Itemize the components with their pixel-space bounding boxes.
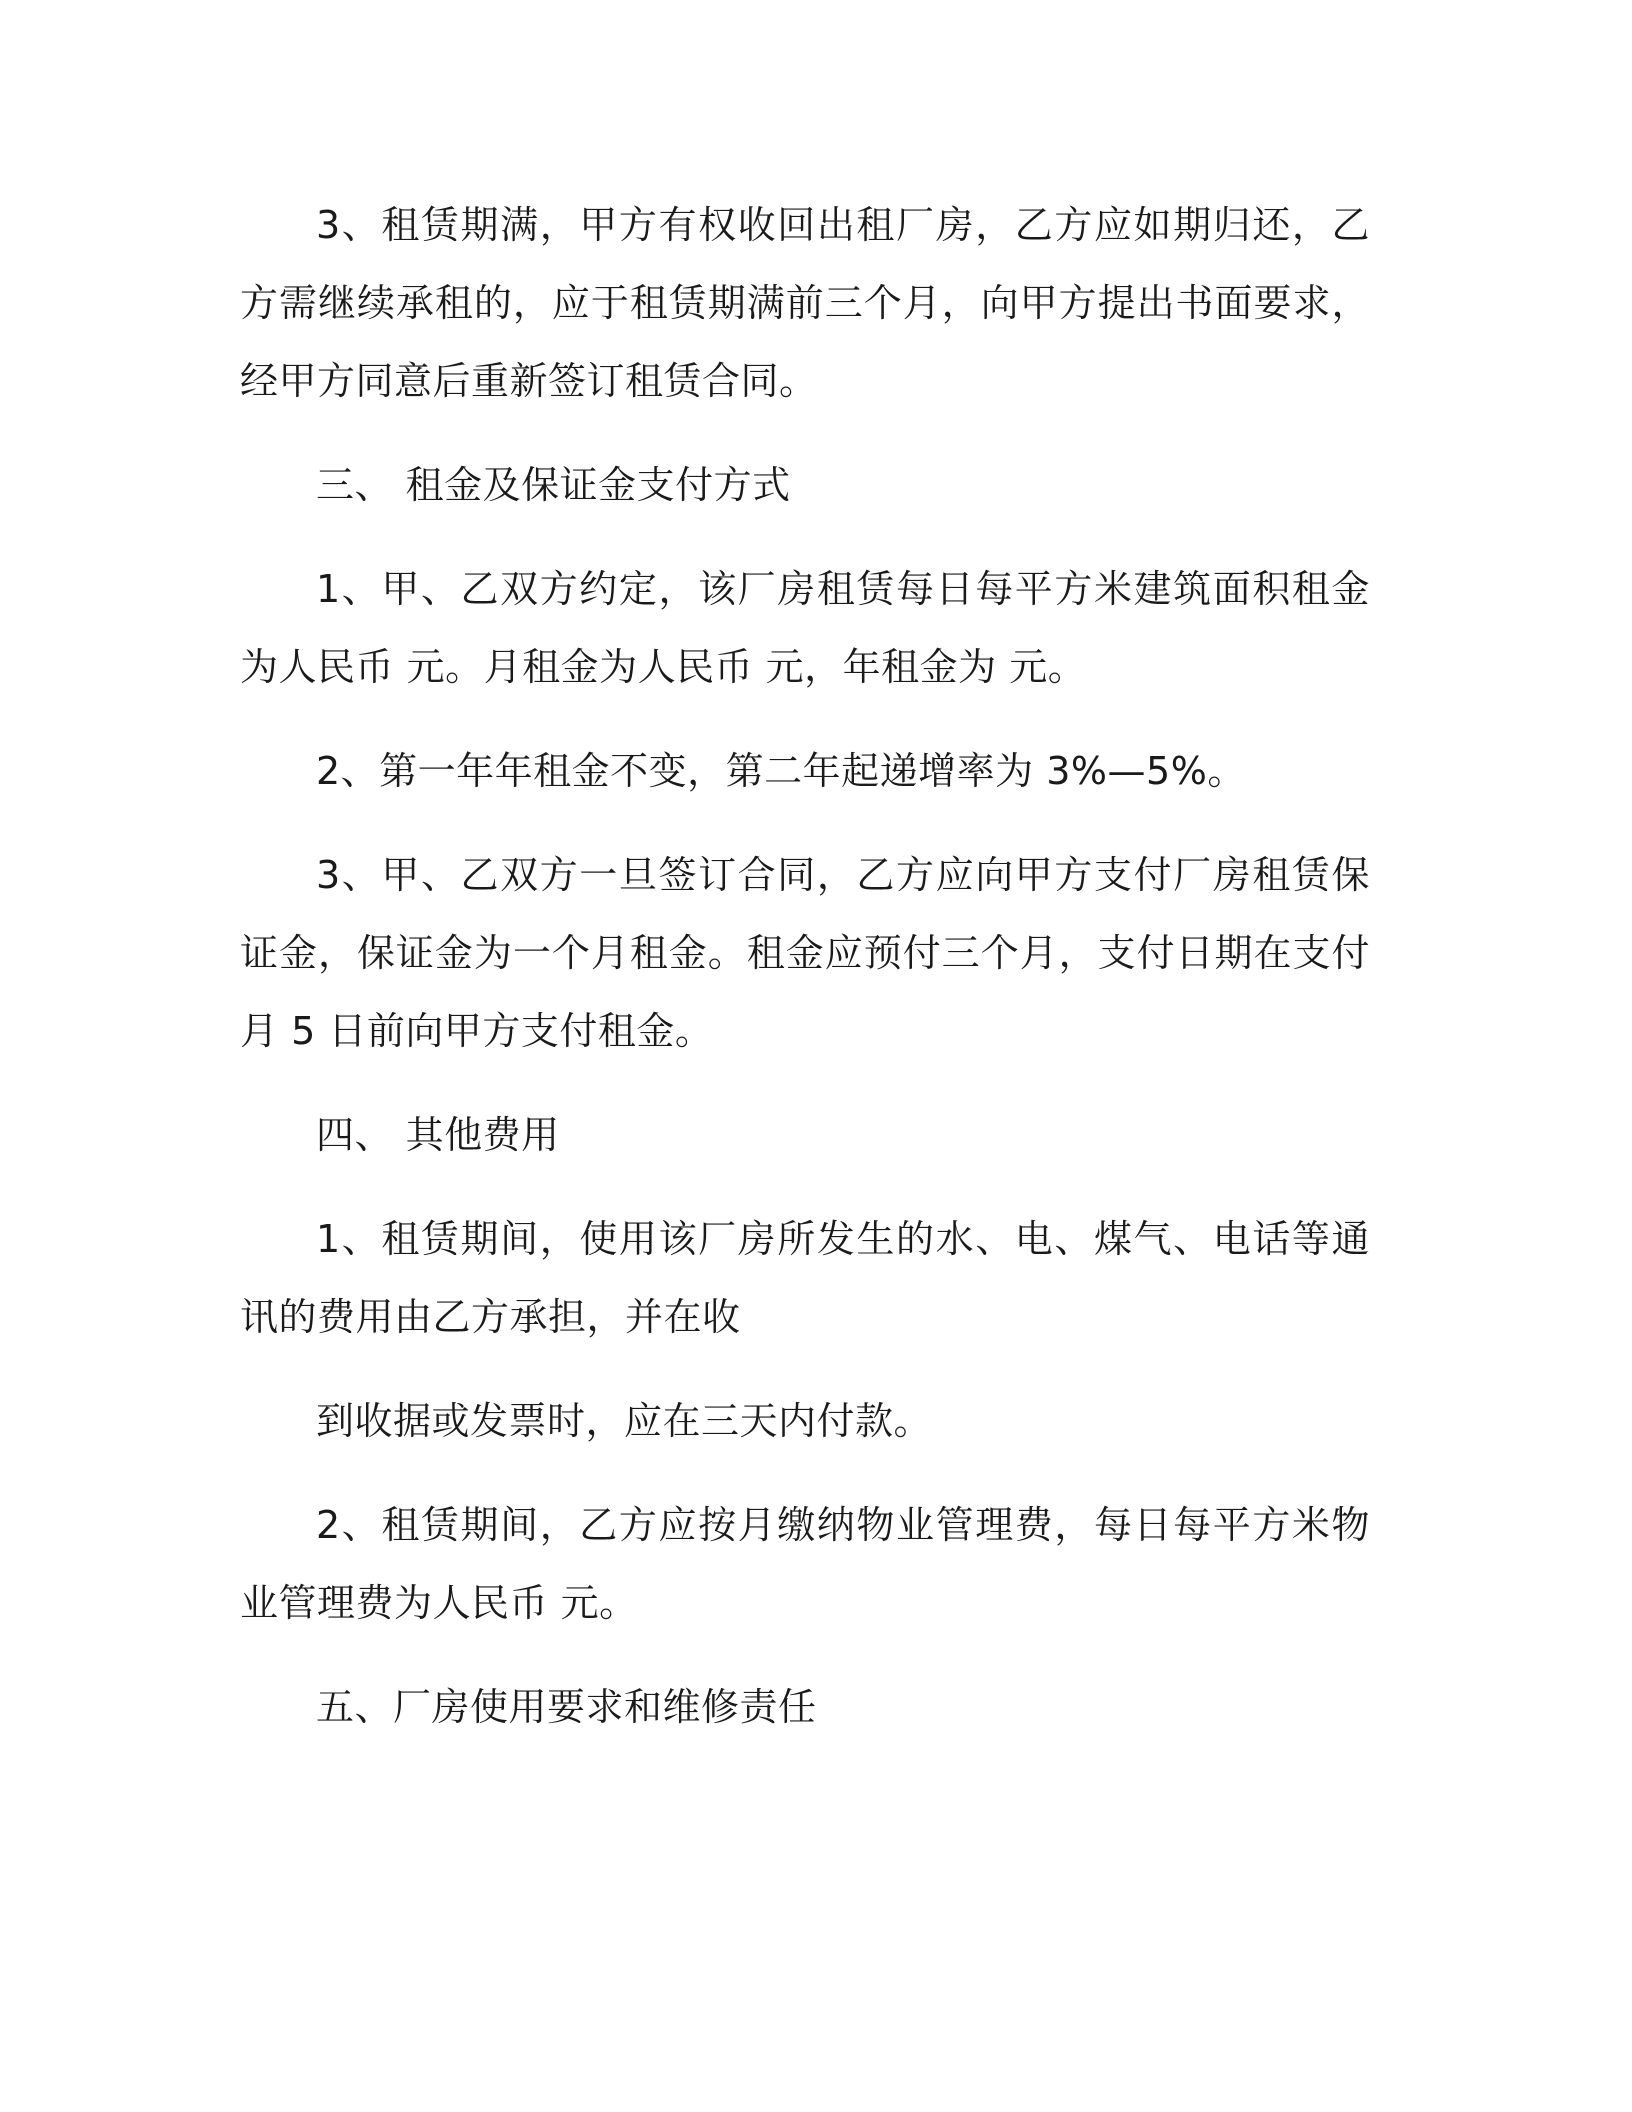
clause-4-1-utilities-continued: 到收据或发票时，应在三天内付款。 [316,1399,933,1443]
clause-3-3-deposit: 3、甲、乙双方一旦签订合同，乙方应向甲方支付厂房租赁保证金，保证金为一个月租金。租金应预付三个月，支付日期在支付月 5 日前向甲方支付租金。 [240,853,1370,1053]
clause-3-1-rent-amount: 1、甲、乙双方约定，该厂房租赁每日每平方米建筑面积租金为人民币 元。月租金为人民币 元，年租金为 元。 [240,567,1370,689]
clause-4-1-utilities: 1、租赁期间，使用该厂房所发生的水、电、煤气、电话等通讯的费用由乙方承担，并在收 [240,1217,1370,1339]
clause-3-2-rent-increase: 2、第一年年租金不变，第二年起递增率为 3%—5%。 [316,749,1246,793]
section-5-heading: 五、厂房使用要求和维修责任 [316,1685,817,1729]
section-4-heading: 四、 其他费用 [316,1113,560,1157]
clause-4-2-management-fee: 2、租赁期间，乙方应按月缴纳物业管理费，每日每平方米物业管理费为人民币 元。 [240,1503,1370,1625]
section-3-heading: 三、 租金及保证金支付方式 [316,463,791,507]
clause-2-3-lease-expiry: 3、租赁期满，甲方有权收回出租厂房，乙方应如期归还，乙方需继续承租的，应于租赁期满前三个月，向甲方提出书面要求，经甲方同意后重新签订租赁合同。 [240,203,1370,403]
document-body [240,186,1370,1772]
